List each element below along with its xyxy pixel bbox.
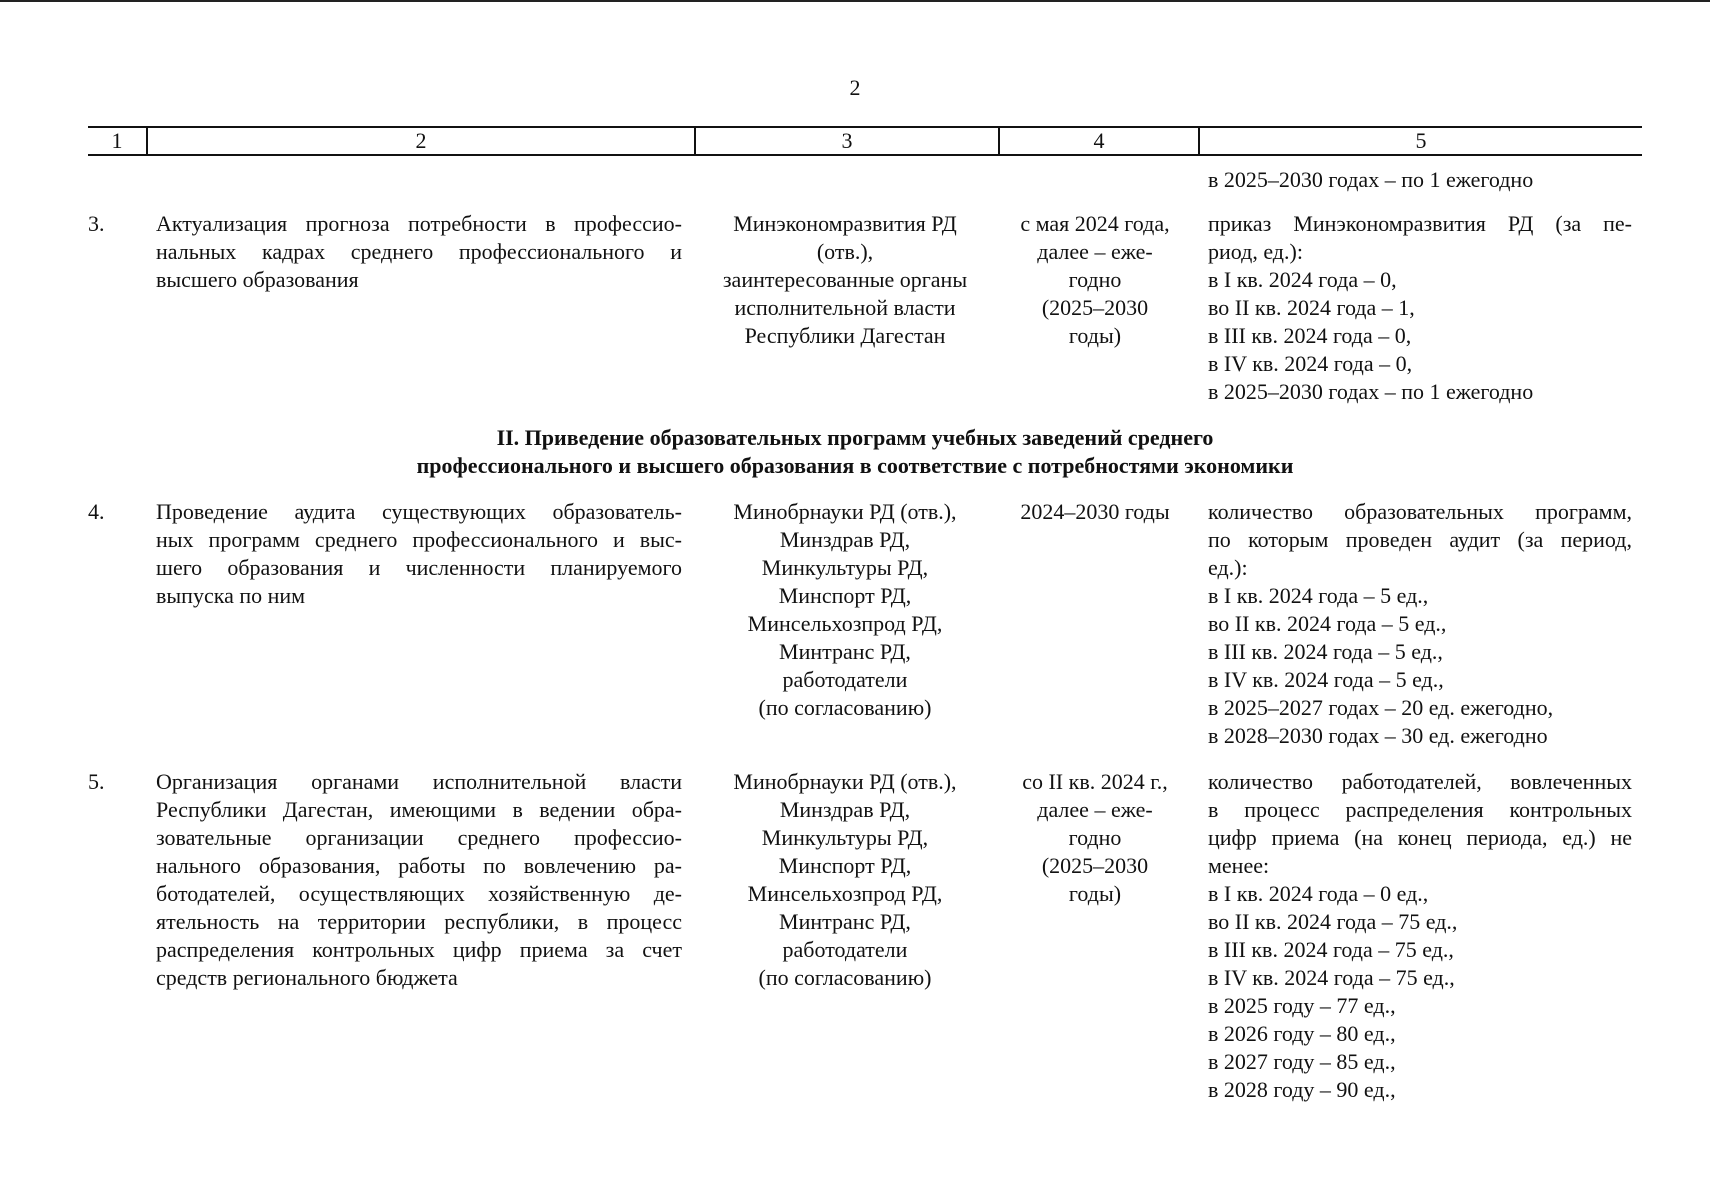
page-number: 2 — [849, 75, 861, 100]
responsible-line: Минсельхозпрод РД, — [747, 881, 943, 906]
indicator-line: в IV кв. 2024 года – 5 ед., — [1208, 667, 1444, 692]
table-column-header — [88, 126, 1642, 156]
term-line: (2025–2030 — [1041, 295, 1149, 320]
indicator-line: в I кв. 2024 года – 0 ед., — [1208, 881, 1429, 906]
activity-cell — [156, 210, 682, 294]
responsible-line: Республики Дагестан — [744, 323, 946, 348]
indicator-line: риод, ед.): — [1208, 239, 1303, 264]
responsible-cell — [700, 498, 990, 722]
indicator-line: в III кв. 2024 года – 75 ед., — [1208, 937, 1454, 962]
column-number-5: 5 — [1415, 128, 1427, 153]
indicator-line: в IV кв. 2024 года – 75 ед., — [1208, 965, 1455, 990]
indicator-line: в III кв. 2024 года – 5 ед., — [1208, 639, 1443, 664]
indicator-cell — [1208, 210, 1632, 406]
responsible-line: заинтересованные органы — [722, 267, 968, 292]
page-top-edge — [0, 0, 1710, 2]
activity-line: нальных кадрах среднего профессионального и — [156, 239, 682, 264]
responsible-line: Минобрнауки РД (отв.), — [733, 499, 957, 524]
activity-line: Проведение аудита существующих образователь- — [156, 499, 682, 524]
term-line: 2024–2030 годы — [1020, 499, 1170, 524]
responsible-line: (по согласованию) — [758, 695, 932, 720]
responsible-line: Минэкономразвития РД — [733, 211, 957, 236]
activity-line: ботодателей, осуществляющих хозяйственную де- — [156, 881, 682, 906]
responsible-line: Минтранс РД, — [779, 639, 911, 664]
responsible-cell — [700, 768, 990, 992]
responsible-line: (по согласованию) — [758, 965, 932, 990]
activity-cell — [156, 498, 682, 610]
row-number: 4. — [88, 499, 105, 524]
activity-line: нального образования, работы по вовлечению ра- — [156, 853, 682, 878]
activity-line: шего образования и численности планируемого — [156, 555, 682, 580]
column-number-2: 2 — [415, 128, 427, 153]
indicator-line: в I кв. 2024 года – 0, — [1208, 267, 1397, 292]
activity-cell — [156, 768, 682, 992]
row-number: 3. — [88, 211, 105, 236]
term-cell — [1000, 498, 1190, 526]
indicator-line: в 2025–2030 годах – по 1 ежегодно — [1208, 167, 1534, 192]
row-number: 5. — [88, 769, 105, 794]
indicator-line: в III кв. 2024 года – 0, — [1208, 323, 1412, 348]
term-line: с мая 2024 года, — [1020, 211, 1170, 236]
responsible-line: Минспорт РД, — [778, 583, 912, 608]
activity-line: распределения контрольных цифр приема за счет — [156, 937, 682, 962]
responsible-line: (отв.), — [816, 239, 874, 264]
term-line: со II кв. 2024 г., — [1022, 769, 1168, 794]
section-heading-line: профессионального и высшего образования в соответствие с потребностями экономики — [416, 453, 1294, 478]
indicator-line: в процесс распределения контрольных — [1208, 797, 1632, 822]
indicator-line: во II кв. 2024 года – 1, — [1208, 295, 1415, 320]
indicator-cell — [1208, 498, 1632, 750]
indicator-line: в 2028 году – 90 ед., — [1208, 1077, 1396, 1102]
term-line: годно — [1068, 267, 1122, 292]
activity-line: выпуска по ним — [156, 583, 306, 608]
term-cell — [1000, 210, 1190, 350]
indicator-line: в IV кв. 2024 года – 0, — [1208, 351, 1413, 376]
responsible-line: Минкультуры РД, — [761, 825, 929, 850]
responsible-line: Минобрнауки РД (отв.), — [733, 769, 957, 794]
term-cell — [1000, 768, 1190, 908]
indicator-line: в 2027 году – 85 ед., — [1208, 1049, 1396, 1074]
responsible-line: Минздрав РД, — [779, 797, 911, 822]
section-heading-line: II. Приведение образовательных программ учебных заведений среднего — [496, 425, 1214, 450]
indicator-line: в 2028–2030 годах – 30 ед. ежегодно — [1208, 723, 1548, 748]
indicator-line: цифр приема (на конец периода, ед.) не — [1208, 825, 1632, 850]
activity-line: средств регионального бюджета — [156, 965, 458, 990]
indicator-line: в 2025–2027 годах – 20 ед. ежегодно, — [1208, 695, 1554, 720]
indicator-line: во II кв. 2024 года – 5 ед., — [1208, 611, 1447, 636]
term-line: годы) — [1068, 323, 1122, 348]
indicator-line: в I кв. 2024 года – 5 ед., — [1208, 583, 1429, 608]
activity-line: Республики Дагестан, имеющими в ведении обра- — [156, 797, 682, 822]
responsible-cell — [700, 210, 990, 350]
indicator-line: количество работодателей, вовлеченных — [1208, 769, 1632, 794]
responsible-line: Минтранс РД, — [779, 909, 911, 934]
indicator-line: во II кв. 2024 года – 75 ед., — [1208, 909, 1458, 934]
term-line: годы) — [1068, 881, 1122, 906]
responsible-line: Минздрав РД, — [779, 527, 911, 552]
column-number-1: 1 — [111, 128, 123, 153]
indicator-line: по которым проведен аудит (за период, — [1208, 527, 1632, 552]
term-line: далее – еже- — [1037, 239, 1153, 264]
responsible-line: Минспорт РД, — [778, 853, 912, 878]
activity-line: ных программ среднего профессионального и выс- — [156, 527, 682, 552]
indicator-line: количество образовательных программ, — [1208, 499, 1632, 524]
section-heading — [0, 424, 1710, 480]
activity-line: ятельность на территории республики, в процесс — [156, 909, 682, 934]
responsible-line: Минсельхозпрод РД, — [747, 611, 943, 636]
term-line: годно — [1068, 825, 1122, 850]
activity-line: зовательные организации среднего профессио- — [156, 825, 682, 850]
indicator-cell — [1208, 768, 1632, 1104]
indicator-line: приказ Минэкономразвития РД (за пе- — [1208, 211, 1632, 236]
activity-line: Актуализация прогноза потребности в профессио- — [156, 211, 682, 236]
responsible-line: работодатели — [782, 937, 908, 962]
indicator-line: менее: — [1208, 853, 1270, 878]
column-number-3: 3 — [841, 128, 853, 153]
term-line: далее – еже- — [1037, 797, 1153, 822]
responsible-line: Минкультуры РД, — [761, 555, 929, 580]
activity-line: Организация органами исполнительной власти — [156, 769, 682, 794]
responsible-line: исполнительной власти — [734, 295, 956, 320]
activity-line: высшего образования — [156, 267, 359, 292]
responsible-line: работодатели — [782, 667, 908, 692]
term-line: (2025–2030 — [1041, 853, 1149, 878]
indicator-line: ед.): — [1208, 555, 1248, 580]
indicator-line: в 2025–2030 годах – по 1 ежегодно — [1208, 379, 1534, 404]
column-number-4: 4 — [1093, 128, 1105, 153]
indicator-line: в 2026 году – 80 ед., — [1208, 1021, 1396, 1046]
indicator-line: в 2025 году – 77 ед., — [1208, 993, 1396, 1018]
